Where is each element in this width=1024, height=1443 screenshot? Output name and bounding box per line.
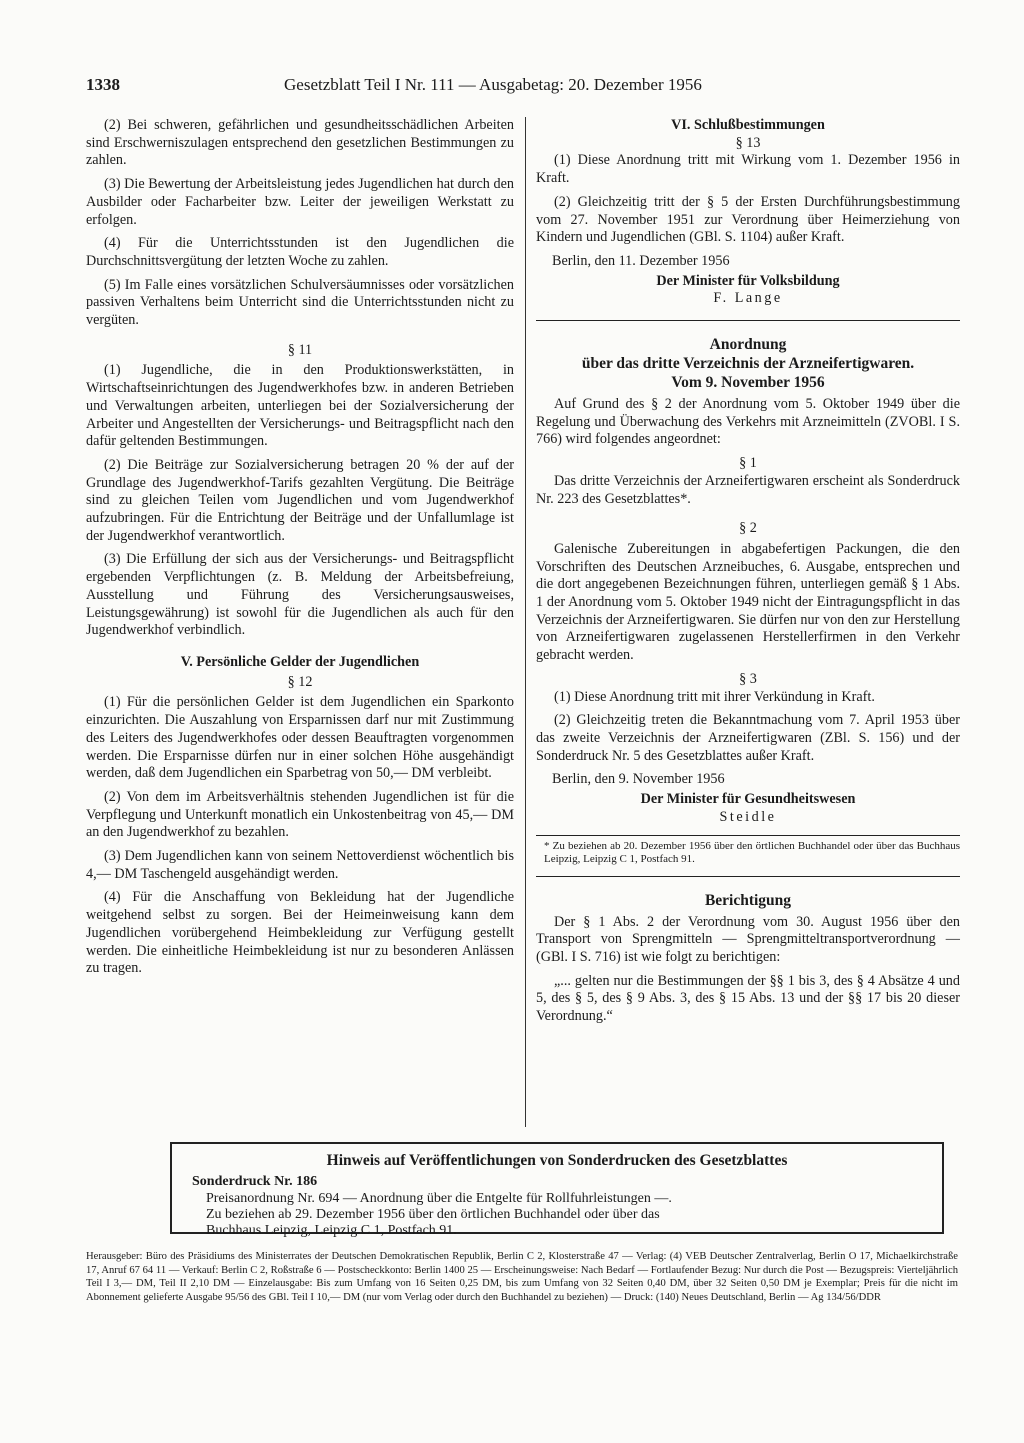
correction-title: Berichtigung — [704, 891, 792, 909]
paragraph: Der § 1 Abs. 2 der Verordnung vom 30. August 1956 über den Transport von Sprengmitteln — Sprengmitteltransportverordnung — (GBl. I S. 716) ist wie folgt zu berichtigen: — [536, 913, 960, 965]
paragraph: (2) Gleichzeitig treten die Bekanntmachung vom 7. April 1953 über das zweite Verzeichnis der Arzneifertigwaren (ZBl. S. 156) und der Sonderdruck Nr. 5 des Gesetzblattes außer Kraft. — [536, 712, 960, 764]
right-column — [536, 117, 960, 1032]
section-heading: § 11 — [287, 341, 313, 358]
paragraph: (2) Die Beiträge zur Sozialversicherung betragen 20 % der auf der Grundlage des Jugendwerkhof-Tarifs gezahlten Vergütung. Die Beiträge sind zu gleichen Teilen vom Jugendlichen und vom Jugendwerkhof aufzubringen. Für die Entrichtung der Beiträge und der Unfallumlage ist der Jugendwerkhof verantwortlich. — [86, 456, 514, 544]
paragraph: (1) Jugendliche, die in den Produktionswerkstätten, in Wirtschaftseinrichtungen des Jugendwerkhofes bzw. in anderen Betrieben und Verwaltungen arbeiten, unterliegen bei der Sozialversicherung der Arbeiter und Angestellten der Versicherungs- und Beitragspflicht nach den dafür geltenden Bestimmungen. — [86, 362, 514, 450]
quote: „... gelten nur die Bestimmungen der §§ 1 bis 3, des § 4 Absätze 4 und 5, des § 5, des § 9 Abs. 3, des § 15 Abs. 13 und der §§ 17 bis 20 dieser Verordnung.“ — [536, 972, 960, 1025]
section-heading: § 13 — [735, 134, 761, 151]
minister-signature: Der Minister für Gesundheitswesen — [640, 791, 856, 808]
page-number: 1338 — [86, 75, 120, 94]
notice-special-print: Sonderdruck Nr. 186 — [192, 1174, 318, 1189]
paragraph: (2) Bei schweren, gefährlichen und gesundheitsschädlichen Arbeiten sind Erschwerniszulagen entsprechend den gesetzlichen Bestimmungen zu zahlen. — [86, 117, 514, 169]
column-divider — [525, 117, 526, 1127]
notice-line: Buchhaus Leipzig, Leipzig C 1, Postfach 91. — [206, 1223, 457, 1238]
imprint: Herausgeber: Büro des Präsidiums des Ministerrates der Deutschen Demokratischen Republik, Berlin C 2, Klosterstraße 47 — Verlag: (4) VEB Deutscher Zentralverlag, Berlin O 17, Michaelkirchstraße 17, Anruf 67 64 11 — Verkauf: Berlin C 2, Roßstraße 6 — Postscheckkonto: Berlin 1400 25 — Erscheinungsweise: Nach Bedarf — Fortlaufender Bezug: Nur durch die Post — Bezugspreis: Vierteljährlich Teil I 3,— DM, Teil II 2,10 DM — Einzelausgabe: Bis zum Umfang von 16 Seiten 0,25 DM, bis zum Umfang von 32 Seiten 0,40 DM, über 32 Seiten 0,50 DM je Exemplar; Preis für die nicht im Abonnement gelieferte Ausgabe 95/56 des GBl. Teil I 10,— DM (nur vom Verlag oder durch den Buchhandel zu beziehen) — Druck: (140) Neues Deutschland, Berlin — Ag 134/56/DDR — [86, 1251, 958, 1303]
chapter-heading: V. Persönliche Gelder der Jugendlichen — [180, 653, 420, 670]
notice-line: Zu beziehen ab 29. Dezember 1956 über den örtlichen Buchhandel oder über das — [206, 1207, 660, 1222]
decree-title: Anordnung — [709, 336, 787, 354]
paragraph: Das dritte Verzeichnis der Arzneifertigwaren erscheint als Sonderdruck Nr. 223 des Gesetzblattes*. — [536, 472, 960, 507]
paragraph: (3) Die Bewertung der Arbeitsleistung jedes Jugendlichen hat durch den Ausbilder oder Facharbeiter bzw. Leiter der jeweiligen Werkstatt zu erfolgen. — [86, 176, 514, 228]
paragraph: (3) Dem Jugendlichen kann von seinem Nettoverdienst wöchentlich bis 4,— DM Taschengeld ausgehändigt werden. — [86, 848, 514, 882]
paragraph: (4) Für die Unterrichtsstunden ist den Jugendlichen die Durchschnittsvergütung der letzten Woche zu zahlen. — [86, 235, 514, 269]
minister-signature: Der Minister für Volksbildung — [656, 272, 840, 289]
paragraph: (4) Für die Anschaffung von Bekleidung hat der Jugendliche weitgehend selbst zu sorgen. Bei der Heimeinweisung kann dem Jugendlichen vorübergehend Heimbekleidung zur Verfügung gestellt werden. Die einheitliche Heimbekleidung ist nur zu besonderen Anlässen zu tragen. — [86, 889, 514, 977]
decree-date: Vom 9. November 1956 — [671, 374, 825, 392]
divider — [536, 876, 960, 877]
left-column — [86, 117, 514, 984]
paragraph: Auf Grund des § 2 der Anordnung vom 5. Oktober 1949 über die Regelung und Überwachung des Verkehrs mit Arzneimitteln (ZVOBl. I S. 766) wird folgendes angeordnet: — [536, 396, 960, 448]
footnote-divider — [536, 835, 960, 836]
paragraph: (2) Gleichzeitig tritt der § 5 der Ersten Durchführungsbestimmung vom 27. November 1951 zur Verordnung über Heimerziehung von Kindern und Jugendlichen (GBl. S. 1104) außer Kraft. — [536, 193, 960, 246]
chapter-heading: VI. Schlußbestimmungen — [671, 117, 825, 133]
paragraph: (5) Im Falle eines vorsätzlichen Schulversäumnisses oder vorsätzlichen passiven Verhaltens beim Unterricht sind die Unterrichtsstunden nicht zu vergüten. — [86, 276, 514, 329]
section-heading: § 1 — [739, 455, 757, 472]
section-heading: § 12 — [287, 673, 313, 690]
paragraph: Galenische Zubereitungen in abgabefertigen Packungen, die den Vorschriften des Deutschen Arzneibuches, 6. Ausgabe, entsprechen und die dort angegebenen Bezeichnungen führen, unterliegen gemäß § 1 Abs. 1 der Anordnung vom 5. Oktober 1949 nicht der Eintragungspflicht in das Verzeichnis der Arzneifertigwaren. Sie dürfen nur von den zur Herstellung von Arzneifertigwaren zugelassenen Herstellerfirmen in den Verkehr gebracht werden. — [536, 540, 960, 664]
divider — [536, 320, 960, 321]
paragraph: (1) Diese Anordnung tritt mit Wirkung vom 1. Dezember 1956 in Kraft. — [536, 152, 960, 187]
section-heading: § 2 — [739, 520, 757, 537]
place-date: Berlin, den 11. Dezember 1956 — [552, 252, 730, 269]
notice-box — [170, 1142, 944, 1238]
paragraph: (1) Für die persönlichen Gelder ist dem Jugendlichen ein Sparkonto einzurichten. Die Auszahlung von Ersparnissen darf nur mit Zustimmung des Leiters des Jugendwerkhofes oder dessen Beauftragten vorgenommen werden. Die Ersparnisse dürfen nur in einer solchen Höhe ausgehändigt werden, daß dem Jugendlichen ein Sparbetrag von 50,— DM verbleibt. — [86, 694, 514, 782]
footnote: * Zu beziehen ab 20. Dezember 1956 über den örtlichen Buchhandel oder über das Buchhaus Leipzig, Leipzig C 1, Postfach 91. — [544, 839, 960, 865]
section-heading: § 3 — [739, 670, 757, 687]
decree-subtitle: über das dritte Verzeichnis der Arzneifertigwaren. — [581, 355, 915, 373]
notice-title: Hinweis auf Veröffentlichungen von Sonderdrucken des Gesetzblattes — [326, 1152, 788, 1169]
signatory-name: Steidle — [719, 808, 777, 825]
page-title: Gesetzblatt Teil I Nr. 111 — Ausgabetag: 20. Dezember 1956 — [284, 75, 702, 94]
place-date: Berlin, den 9. November 1956 — [552, 771, 725, 788]
signatory-name: F. Lange — [713, 290, 783, 307]
paragraph: (1) Diese Anordnung tritt mit ihrer Verkündung in Kraft. — [554, 688, 875, 705]
notice-line: Preisanordnung Nr. 694 — Anordnung über die Entgelte für Rollfuhrleistungen —. — [206, 1191, 672, 1206]
paragraph: (3) Die Erfüllung der sich aus der Versicherungs- und Beitragspflicht ergebenden Verpflichtungen (z. B. Meldung der Arbeitsbefreiung, Ausstellung und Führung des Versicherungsausweises, Leistungsgewährung) ist sowohl für die Jugendlichen als auch für den Jugendwerkhof verbindlich. — [86, 551, 514, 639]
paragraph: (2) Von dem im Arbeitsverhältnis stehenden Jugendlichen ist für die Verpflegung und Unterkunft monatlich ein Unkostenbeitrag von 45,— DM an den Jugendwerkhof zu bezahlen. — [86, 788, 514, 841]
